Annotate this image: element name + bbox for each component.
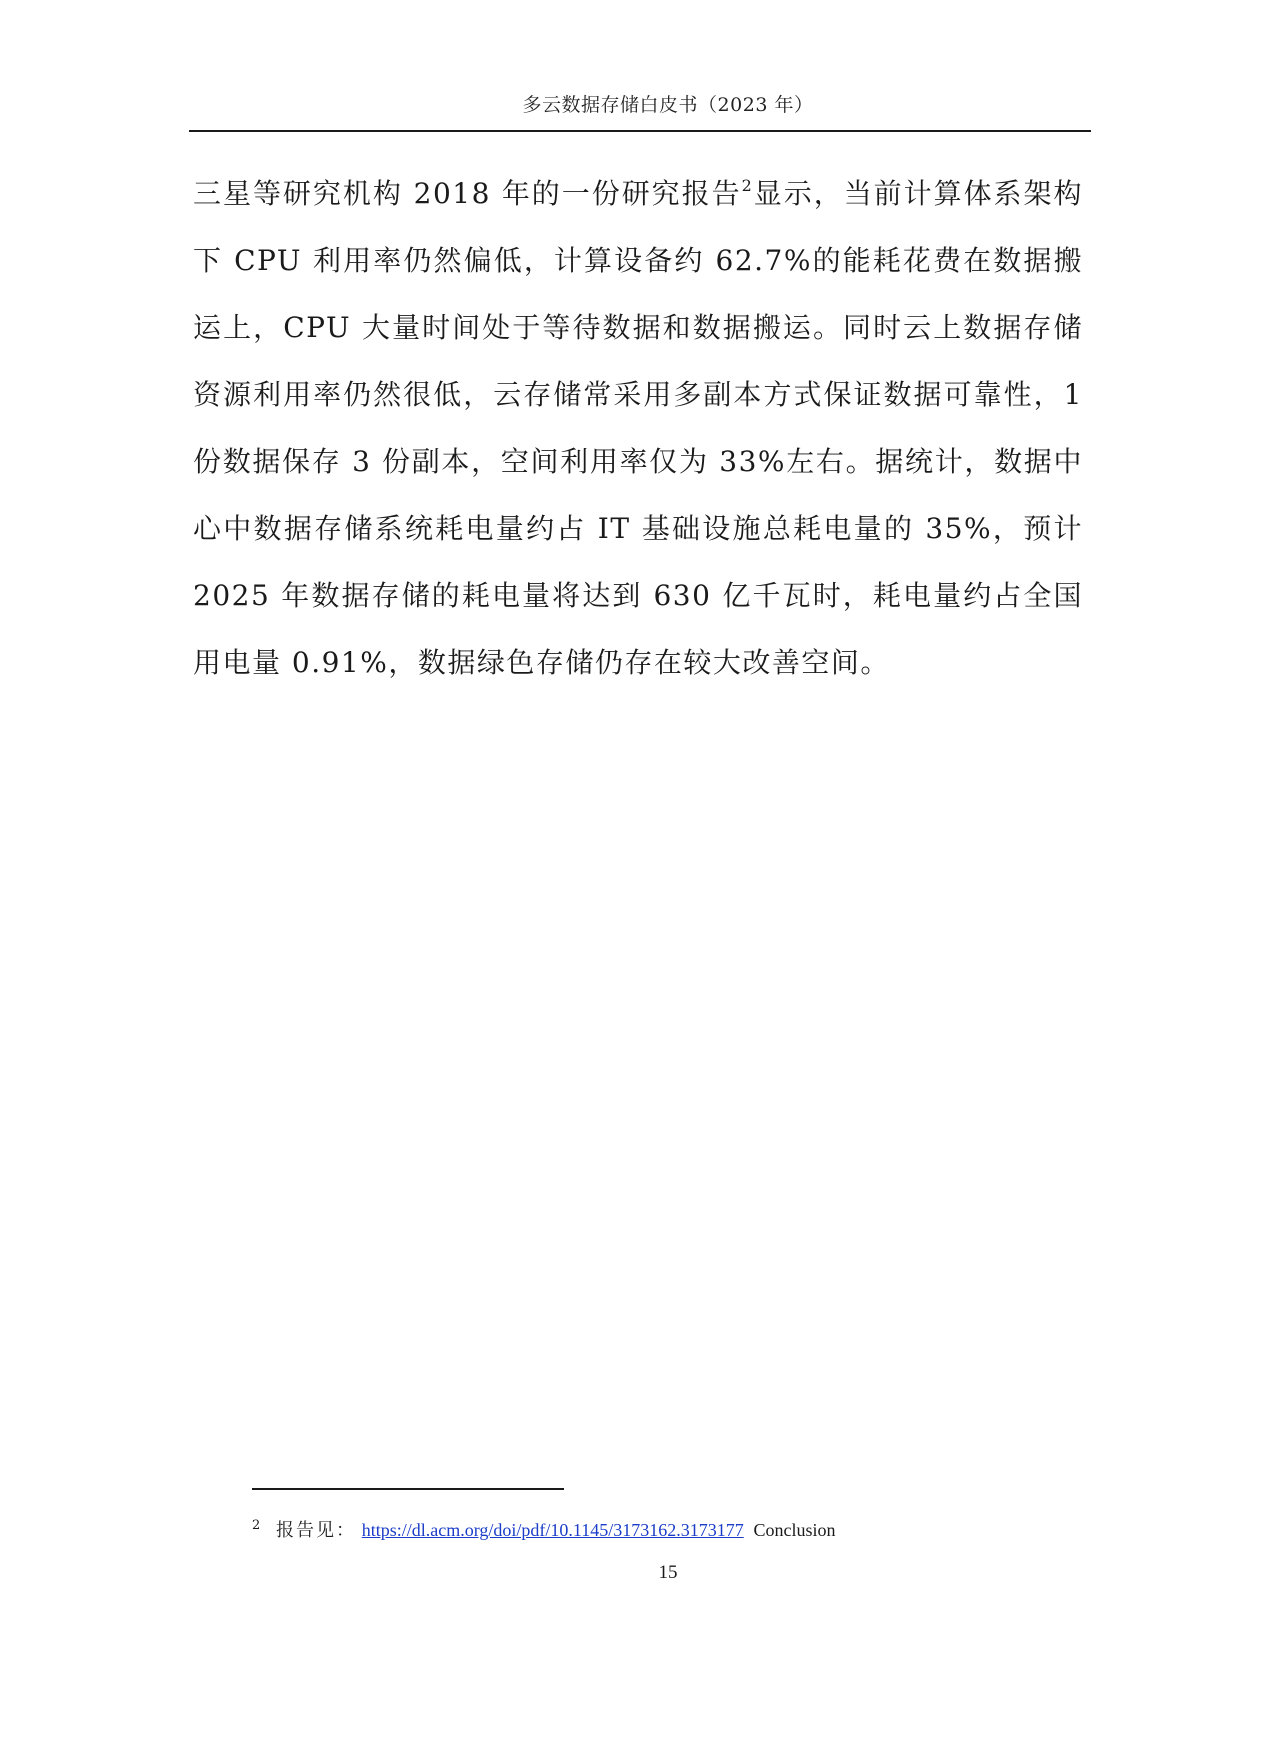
footnote-link[interactable]: https://dl.acm.org/doi/pdf/10.1145/3173162.3173177	[361, 1520, 744, 1540]
body-paragraph	[193, 160, 1083, 696]
page-number: 15	[658, 1562, 678, 1583]
running-header-title: 多云数据存储白皮书（2023 年）	[522, 94, 814, 116]
footnote-mark: 2	[252, 1518, 261, 1533]
footnote-divider	[252, 1488, 564, 1490]
footnote-label: 报告见：	[276, 1520, 357, 1541]
body-text-part-2: 显示，当前计算体系架构下 CPU 利用率仍然偏低，计算设备约 62.7%的能耗花费在数据搬运上，CPU 大量时间处于等待数据和数据搬运。同时云上数据存储资源利用率仍然很低，云存储常采用多副本方式保证数据可靠性，1 份数据保存 3 份副本，空间利用率仅为 33%左右。据统计，数据中心中数据存储系统耗电量约占 IT 基础设施总耗电量的 35%，预计 2025 年数据存储的耗电量将达到 630 亿千瓦时，耗电量约占全国用电量 0.91%，数据绿色存储仍存在较大改善空间。	[193, 177, 1083, 679]
footnote-suffix: Conclusion	[753, 1520, 836, 1540]
header-divider	[189, 130, 1091, 132]
body-text-part-1: 三星等研究机构 2018 年的一份研究报告	[193, 177, 742, 210]
footnote-reference[interactable]: 2	[741, 175, 754, 195]
footnote	[252, 1517, 1072, 1544]
